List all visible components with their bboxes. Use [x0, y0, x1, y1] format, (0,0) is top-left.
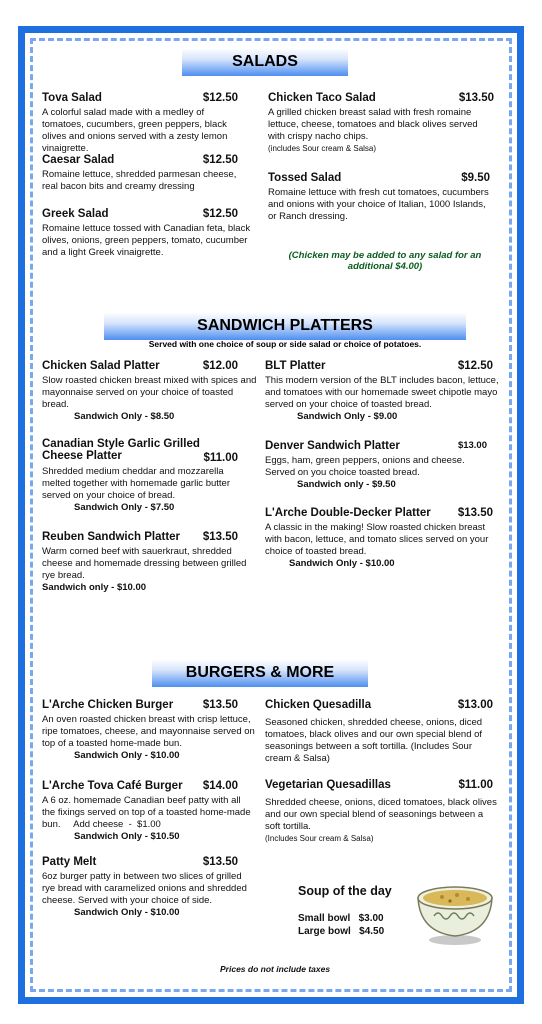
item-desc: A 6 oz. homemade Canadian beef patty with all the fixings served on top of a toasted home-made bun. Add cheese - $1.00	[42, 795, 254, 830]
item-desc: Shredded cheese, onions, diced tomatoes, black olives and our own special blend of seasonings between a soft tortilla.	[265, 797, 497, 832]
item-name: BLT Platter	[265, 360, 326, 372]
sandwich-banner	[104, 312, 466, 340]
soup-bowl-icon	[412, 880, 498, 946]
item-desc: Romaine lettuce, shredded parmesan cheese, real bacon bits and creamy dressing	[42, 169, 237, 192]
soup-small-bowl	[298, 913, 384, 924]
item-note: (Includes Sour cream & Salsa)	[265, 834, 374, 843]
tax-footer-note: Prices do not include taxes	[220, 964, 331, 974]
item-name: Vegetarian Quesadillas	[265, 779, 391, 791]
salads-banner	[182, 48, 348, 76]
item-name: Patty Melt	[42, 856, 97, 868]
item-price: $13.50	[202, 856, 238, 868]
soup-price: $3.00	[358, 913, 384, 924]
item-price: $14.00	[202, 780, 238, 792]
item-price: $9.50	[461, 172, 490, 184]
item-name: Canadian Style Garlic Grilled Cheese Platter	[42, 438, 200, 462]
menu-item	[42, 360, 260, 423]
sandwich-only-price: Sandwich Only - $7.50	[74, 502, 175, 513]
item-name: L'Arche Double-Decker Platter	[265, 507, 431, 519]
soup-large-bowl	[298, 926, 384, 937]
burgers-title: BURGERS & MORE	[185, 664, 335, 681]
menu-item	[42, 699, 256, 762]
item-price: $12.00	[202, 360, 238, 372]
item-desc: Eggs, ham, green peppers, onions and cheese. Served on you choice toasted bread.	[265, 455, 465, 478]
menu-item	[265, 360, 501, 423]
menu-item	[268, 92, 494, 155]
item-desc: Warm corned beef with sauerkraut, shredded cheese and homemade dressing between grilled rye bread.	[42, 546, 247, 581]
menu-item	[265, 507, 497, 570]
sandwich-only-price: Sandwich Only - $8.50	[74, 411, 175, 422]
item-price: $13.00	[457, 440, 487, 451]
item-price: $13.50	[457, 507, 493, 519]
sandwich-subtitle: Served with one choice of soup or side salad or choice of potatoes.	[148, 339, 422, 349]
menu-item	[42, 92, 238, 155]
item-name: L'Arche Tova Café Burger	[42, 780, 183, 792]
sandwich-only-price: Sandwich only - $10.00	[42, 582, 147, 593]
sandwich-only-price: Sandwich only - $9.50	[297, 479, 396, 490]
item-desc: Shredded medium cheddar and mozzarella melted together with homemade garlic butter served on your choice of bread.	[42, 466, 230, 501]
burgers-banner	[152, 659, 368, 687]
item-desc: Seasoned chicken, shredded cheese, onions, diced tomatoes, black olives and our own special blend of seasonings between a soft tortilla. (Includes Sour cream & Salsa)	[265, 717, 483, 764]
item-name: Chicken Quesadilla	[265, 699, 372, 711]
item-desc: Romaine lettuce with fresh cut tomatoes, cucumbers and onions with your choice of Italian, 1000 Islands, or Ranch dressing.	[268, 187, 489, 222]
menu-item	[42, 856, 256, 919]
menu-item	[265, 440, 493, 491]
menu-item	[268, 172, 494, 223]
item-desc: An oven roasted chicken breast with crisp lettuce, ripe tomatoes, cheese, and mayonnaise served on top of a toasted home-made bun.	[42, 714, 255, 749]
menu-item	[265, 779, 497, 845]
sandwich-title: SANDWICH PLATTERS	[197, 317, 373, 334]
soup-price: $4.50	[359, 926, 385, 937]
sandwich-only-price: Sandwich Only - $10.00	[289, 558, 395, 569]
item-desc: A colorful salad made with a medley of tomatoes, cucumbers, green peppers, black olives and onions served with a zesty lemon vinaigrette.	[42, 107, 228, 154]
menu-item	[42, 154, 238, 193]
salads-title: SALADS	[232, 53, 298, 70]
menu-item	[42, 438, 254, 514]
item-name: Denver Sandwich Platter	[265, 440, 400, 452]
soup-size-label: Small bowl	[298, 913, 351, 924]
soup-title: Soup of the day	[298, 884, 392, 898]
item-name: Chicken Salad Platter	[42, 360, 160, 372]
item-note: (includes Sour cream & Salsa)	[268, 144, 377, 153]
chicken-addon-note: (Chicken may be added to any salad for an additional $4.00)	[288, 250, 482, 272]
menu-item	[42, 531, 254, 594]
item-desc: Slow roasted chicken breast mixed with spices and mayonnaise served on your choice of toasted bread.	[42, 375, 257, 410]
item-price: $12.50	[202, 208, 238, 220]
item-desc: This modern version of the BLT includes bacon, lettuce, and tomatoes with our homemade sweet chipotle mayo served on your choice of toasted bread.	[265, 375, 499, 410]
item-desc: A grilled chicken breast salad with fresh romaine lettuce, cheese, tomatoes and black olives served with crispy nacho chips.	[268, 107, 478, 142]
menu-item	[42, 208, 258, 259]
sandwich-only-price: Sandwich Only - $10.50	[74, 831, 180, 842]
item-name: Tossed Salad	[268, 172, 342, 184]
item-price: $11.00	[458, 779, 493, 791]
sandwich-only-price: Sandwich Only - $9.00	[297, 411, 398, 422]
item-name: Greek Salad	[42, 208, 109, 220]
item-price: $12.50	[202, 92, 238, 104]
item-name: Chicken Taco Salad	[268, 92, 376, 104]
item-desc: Romaine lettuce tossed with Canadian feta, black olives, onions, green peppers, tomato, cucumber and a light Greek vinaigrette.	[42, 223, 251, 258]
menu-item	[42, 780, 256, 843]
item-name: Caesar Salad	[42, 154, 115, 166]
item-price: $11.00	[203, 452, 238, 464]
item-name: Reuben Sandwich Platter	[42, 531, 181, 543]
sandwich-only-price: Sandwich Only - $10.00	[74, 750, 180, 761]
item-name: Tova Salad	[42, 92, 102, 104]
item-price: $12.50	[202, 154, 238, 166]
item-price: $13.50	[202, 531, 238, 543]
item-desc: A classic in the making! Slow roasted chicken breast with bacon, lettuce, and tomato slices served on your choice of toasted bread.	[265, 522, 489, 557]
item-price: $13.50	[202, 699, 238, 711]
item-price: $12.50	[457, 360, 493, 372]
item-desc: 6oz burger patty in between two slices of grilled rye bread with caramelized onions and shredded cheese. Served with your choice of side.	[42, 871, 247, 906]
sandwich-only-price: Sandwich Only - $10.00	[74, 907, 180, 918]
menu-item	[265, 699, 501, 765]
soup-size-label: Large bowl	[298, 926, 351, 937]
item-name: L'Arche Chicken Burger	[42, 699, 174, 711]
item-price: $13.50	[458, 92, 494, 104]
item-price: $13.00	[457, 699, 493, 711]
